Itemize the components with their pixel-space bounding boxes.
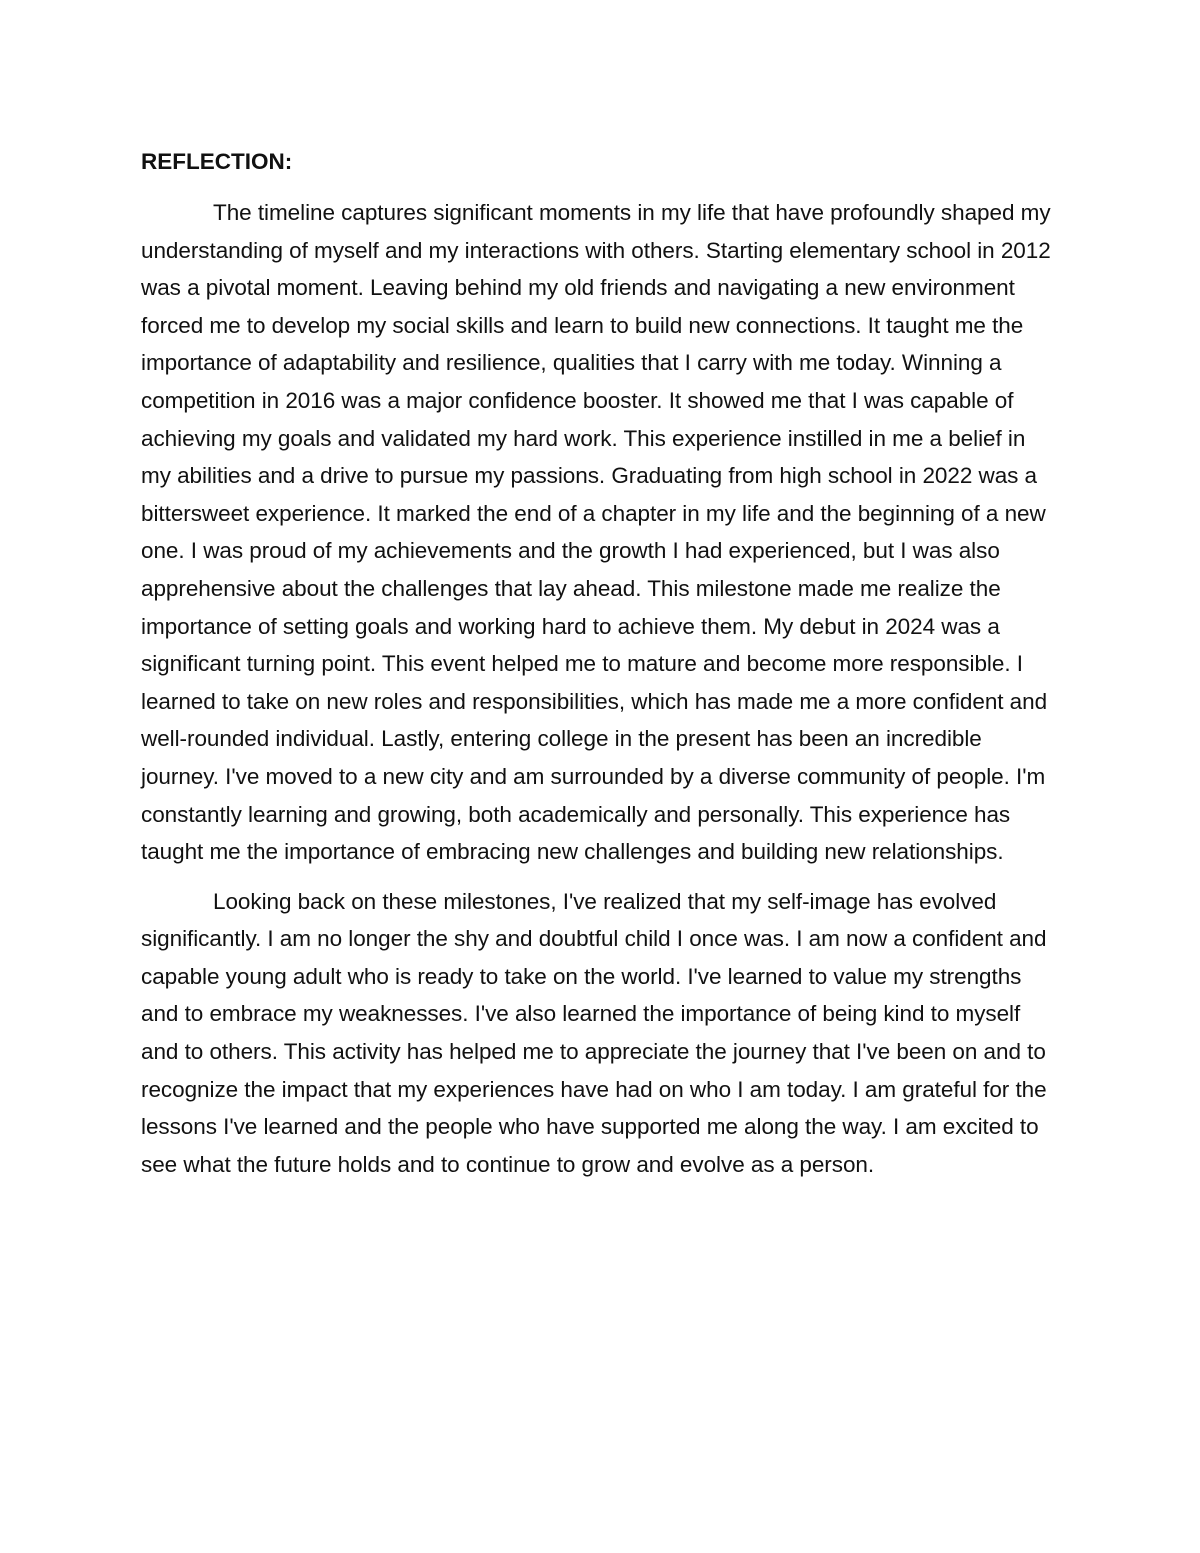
paragraph-looking-back: Looking back on these milestones, I've realized that my self-image has evolved significantly. I am no longer the shy and doubtful child I once was. I am now a confident and capable young adult who is ready to take on the world. I've learned to value my strengths and to embrace my weaknesses. I've also learned the importance of being kind to myself and to others. This activity has helped me to appreciate the journey that I've been on and to recognize the impact that my experiences have had on who I am today. I am grateful for the lessons I've learned and the people who have supported me along the way. I am excited to see what the future holds and to continue to grow and evolve as a person. <box>141 888 1047 1177</box>
document-heading: REFLECTION: <box>141 149 293 174</box>
document-body <box>141 144 1061 1195</box>
paragraph-timeline: The timeline captures significant moments in my life that have profoundly shaped my understanding of myself and my interactions with others. Starting elementary school in 2012 was a pivotal moment. Leaving behind my old friends and navigating a new environment forced me to develop my social skills and learn to build new connections. It taught me the importance of adaptability and resilience, qualities that I carry with me today. Winning a competition in 2016 was a major confidence booster. It showed me that I was capable of achieving my goals and validated my hard work. This experience instilled in me a belief in my abilities and a drive to pursue my passions. Graduating from high school in 2022 was a bittersweet experience. It marked the end of a chapter in my life and the beginning of a new one. I was proud of my achievements and the growth I had experienced, but I was also apprehensive about the challenges that lay ahead. This milestone made me realize the importance of setting goals and working hard to achieve them. My debut in 2024 was a significant turning point. This event helped me to mature and become more responsible. I learned to take on new roles and responsibilities, which has made me a more confident and well-rounded individual. Lastly, entering college in the present has been an incredible journey. I've moved to a new city and am surrounded by a diverse community of people. I'm constantly learning and growing, both academically and personally. This experience has taught me the importance of embracing new challenges and building new relationships. <box>141 200 1051 865</box>
